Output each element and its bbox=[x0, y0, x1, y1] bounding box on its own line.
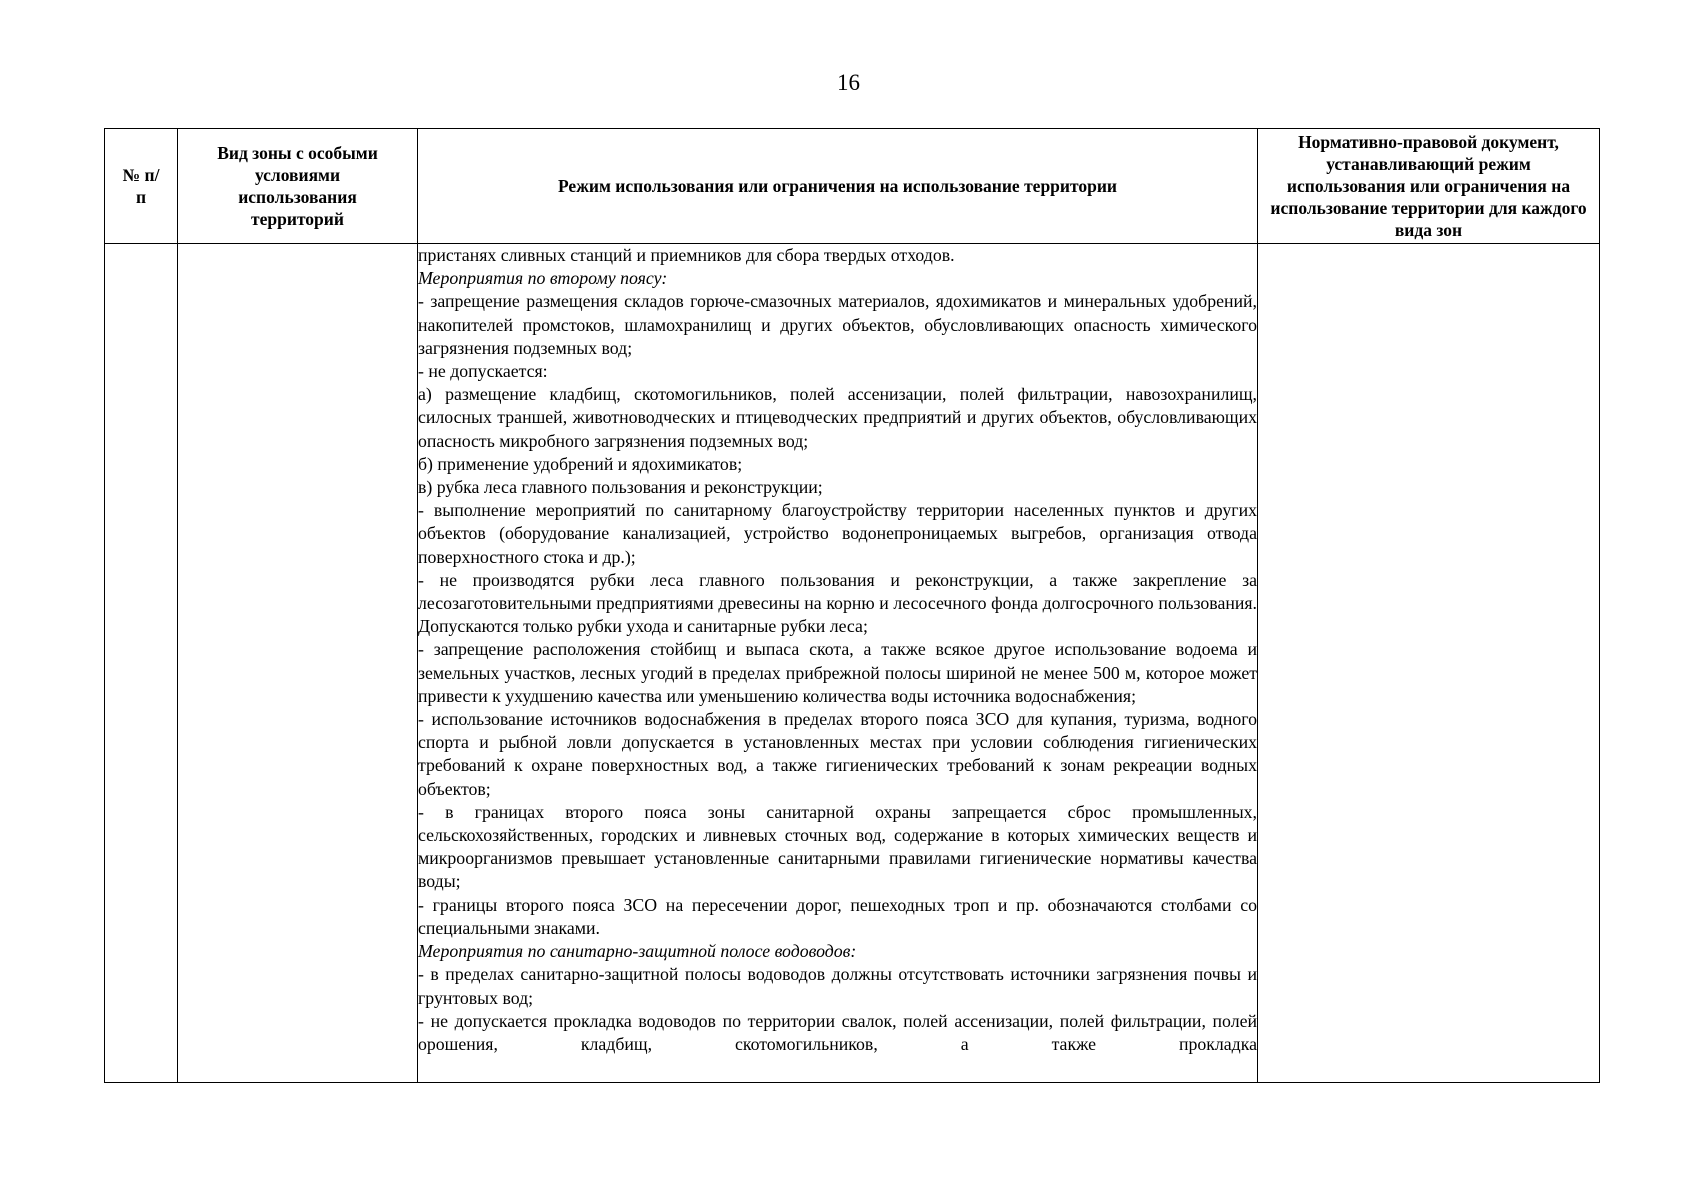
header-zone-type: Вид зоны с особыми условиями использования территорий bbox=[178, 129, 418, 244]
header-document: Нормативно-правовой документ, устанавливающий режим использования или ограничения на использование территории для каждого вида зон bbox=[1258, 129, 1600, 244]
regime-paragraph: - не допускается прокладка водоводов по территории свалок, полей ассенизации, полей фильтрации, полей орошения, кладбищ, скотомогильников, а также прокладка bbox=[418, 1010, 1257, 1054]
regime-paragraph: - не допускается: bbox=[418, 361, 548, 382]
regime-paragraph: - выполнение мероприятий по санитарному благоустройству территории населенных пунктов и других объектов (оборудование канализацией, устройство водонепроницаемых выгребов, организация отвода поверхностного стока и др.); bbox=[418, 500, 1257, 567]
header-regime: Режим использования или ограничения на использование территории bbox=[418, 129, 1258, 244]
table-row bbox=[105, 244, 1600, 1083]
cell-regime bbox=[418, 244, 1258, 1083]
regime-paragraph: - границы второго пояса ЗСО на пересечении дорог, пешеходных троп и пр. обозначаются столбами со специальными знаками. bbox=[418, 894, 1257, 938]
regime-paragraph: а) размещение кладбищ, скотомогильников, полей ассенизации, полей фильтрации, навозохранилищ, силосных траншей, животноводческих и птицеводческих предприятий и других объектов, обусловливающих опасность микробного загрязнения подземных вод; bbox=[418, 384, 1257, 451]
regime-paragraph: - использование источников водоснабжения в пределах второго пояса ЗСО для купания, туризма, водного спорта и рыбной ловли допускается в установленных местах при условии соблюдения гигиенических требований к охране поверхностных вод, а также гигиенических требований к зонам рекреации водных объектов; bbox=[418, 709, 1257, 799]
page-number: 16 bbox=[837, 70, 860, 95]
header-num: № п/п bbox=[105, 129, 178, 244]
regime-text bbox=[418, 244, 1257, 1056]
regime-paragraph: - в пределах санитарно-защитной полосы водоводов должны отсутствовать источники загрязнения почвы и грунтовых вод; bbox=[418, 964, 1257, 1008]
regime-paragraph: б) применение удобрений и ядохимикатов; bbox=[418, 453, 743, 474]
section-heading: Мероприятия по второму поясу: bbox=[418, 268, 668, 289]
cell-document bbox=[1258, 244, 1600, 1083]
cell-zone-type bbox=[178, 244, 418, 1083]
regime-paragraph: - не производятся рубки леса главного пользования и реконструкции, а также закрепление за лесозаготовительными предприятиями древесины на корню и лесосечного фонда долгосрочного пользования. Допускаются только рубки ухода и санитарные рубки леса; bbox=[418, 569, 1257, 637]
section-heading: Мероприятия по санитарно-защитной полосе водоводов: bbox=[418, 941, 857, 962]
regime-paragraph: в) рубка леса главного пользования и реконструкции; bbox=[418, 477, 823, 498]
cell-num bbox=[105, 244, 178, 1083]
regulation-table bbox=[104, 128, 1600, 1083]
regime-paragraph: пристанях сливных станций и приемников для сбора твердых отходов. bbox=[418, 245, 955, 265]
regime-paragraph: - запрещение размещения складов горюче-смазочных материалов, ядохимикатов и минеральных удобрений, накопителей промстоков, шламохранилищ и других объектов, обусловливающих опасность химического загрязнения подземных вод; bbox=[418, 291, 1257, 358]
table-header-row bbox=[105, 129, 1600, 244]
regime-paragraph: - запрещение расположения стойбищ и выпаса скота, а также всякое другое использование водоема и земельных участков, лесных угодий в пределах прибрежной полосы шириной не менее 500 м, которое может привести к ухудшению качества или уменьшению количества воды источника водоснабжения; bbox=[418, 639, 1257, 706]
regime-paragraph: - в границах второго пояса зоны санитарной охраны запрещается сброс промышленных, сельскохозяйственных, городских и ливневых сточных вод, содержание в которых химических веществ и микроорганизмов превышает установленные санитарными правилами гигиенические нормативы качества воды; bbox=[418, 801, 1257, 892]
